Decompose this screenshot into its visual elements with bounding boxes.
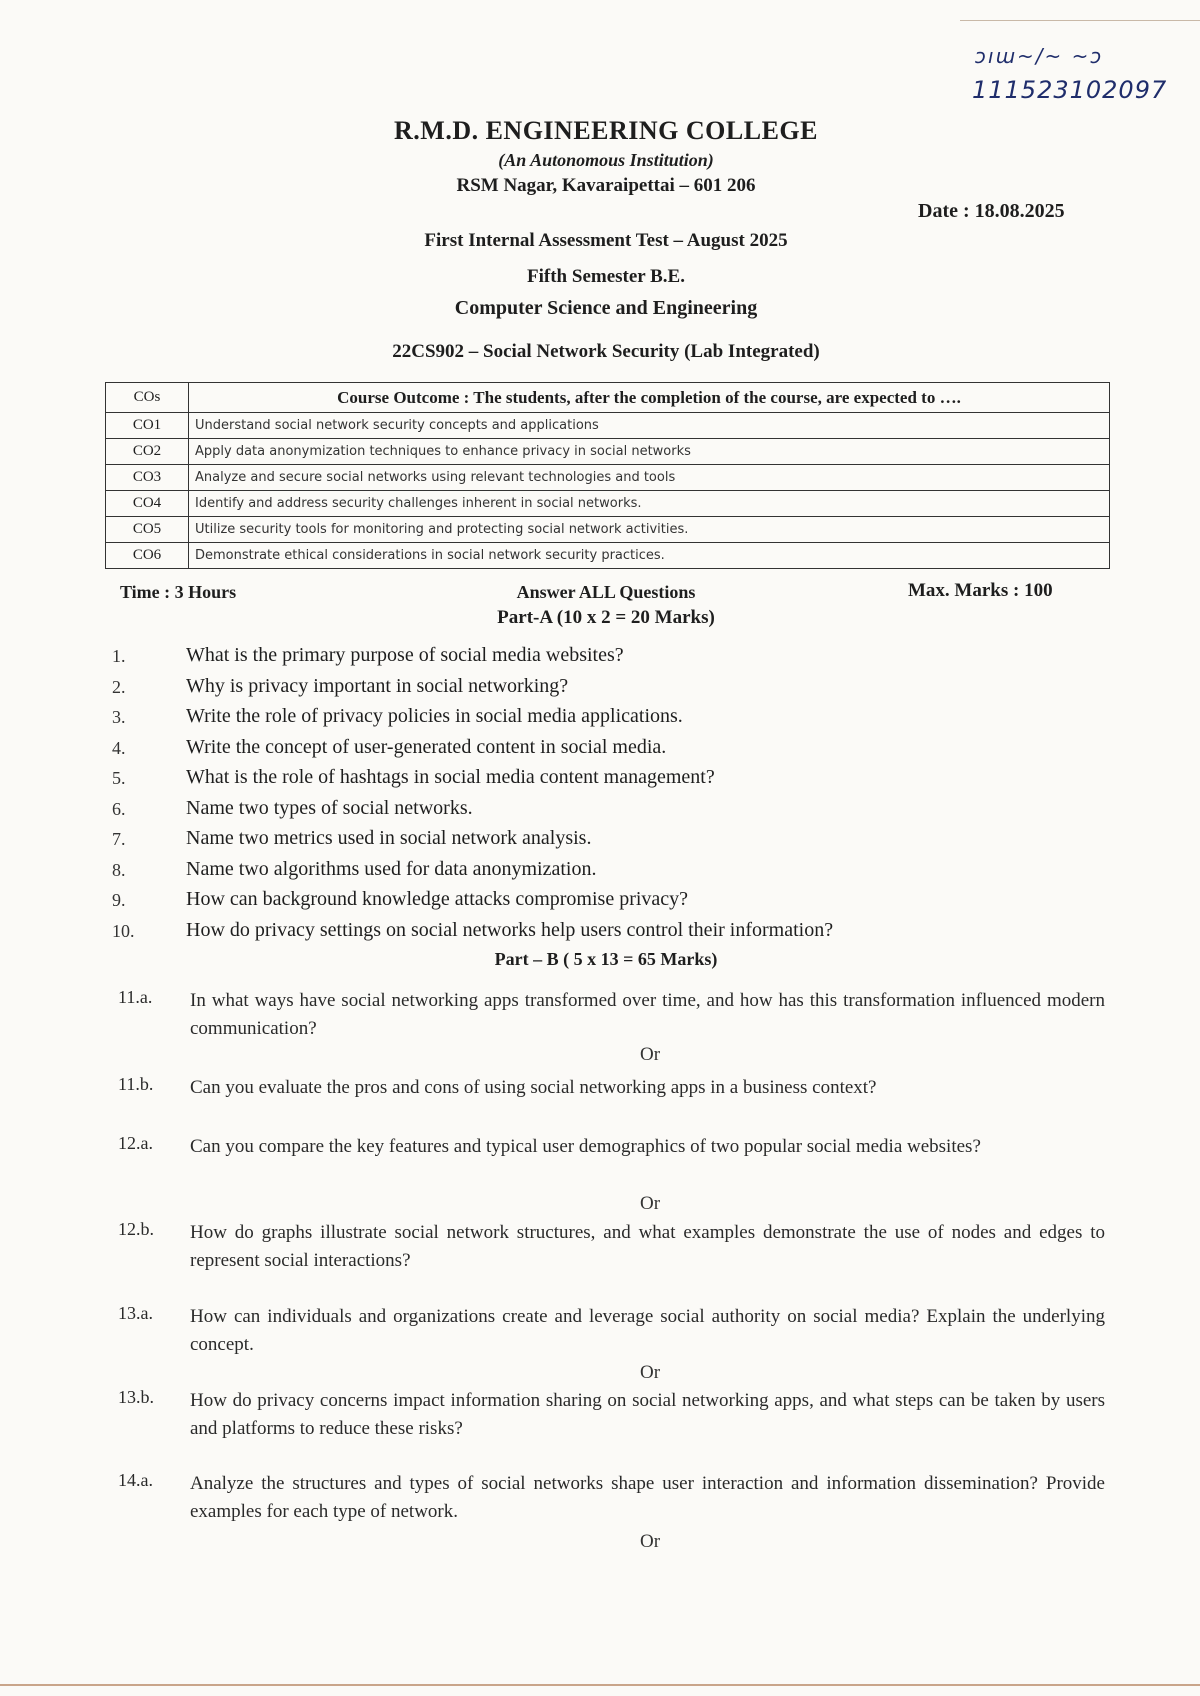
co-desc: Understand social network security concepts and applications — [189, 413, 1110, 439]
co-row — [106, 439, 1110, 465]
college-name: R.M.D. ENGINEERING COLLEGE — [394, 116, 818, 145]
co-code: CO4 — [106, 491, 189, 517]
question-text: Name two types of social networks. — [186, 797, 473, 819]
or-separator: Or — [639, 1362, 661, 1383]
handwritten-register-number: 111523102097 — [972, 76, 1168, 104]
co-row — [106, 465, 1110, 491]
question-text: In what ways have social networking apps transformed over time, and how has this transformation influenced modern communication? — [190, 990, 1105, 1039]
semester: Fifth Semester B.E. — [527, 266, 685, 287]
co-desc: Apply data anonymization techniques to enhance privacy in social networks — [189, 439, 1110, 465]
question-text: What is the primary purpose of social media websites? — [186, 644, 624, 666]
co-desc: Utilize security tools for monitoring and protecting social network activities. — [189, 517, 1110, 543]
or-separator: Or — [639, 1531, 661, 1552]
course-title: 22CS902 – Social Network Security (Lab Integrated) — [392, 341, 820, 362]
question-text: Write the concept of user-generated content in social media. — [186, 736, 667, 758]
co-code: CO6 — [106, 543, 189, 569]
co-table-header — [106, 383, 1110, 413]
co-code: CO3 — [106, 465, 189, 491]
co-desc: Identify and address security challenges inherent in social networks. — [189, 491, 1110, 517]
question-number: 10. — [112, 921, 135, 941]
question-number: 12.b. — [118, 1219, 154, 1239]
co-code: CO5 — [106, 517, 189, 543]
co-header-code: COs — [106, 383, 189, 413]
test-title: First Internal Assessment Test – August 2025 — [424, 230, 788, 251]
scan-edge-bottom — [0, 1684, 1200, 1686]
exam-instruction: Answer ALL Questions — [516, 582, 696, 602]
co-row — [106, 517, 1110, 543]
co-row — [106, 491, 1110, 517]
question-number: 4. — [112, 738, 126, 758]
co-header-desc: Course Outcome : The students, after the completion of the course, are expected to …. — [189, 383, 1110, 413]
handwritten-note: ɔıɯ~/~ ~ɔ — [975, 44, 1104, 68]
department: Computer Science and Engineering — [454, 297, 758, 319]
question-text: What is the role of hashtags in social media content management? — [186, 766, 715, 788]
question-number: 5. — [112, 768, 126, 788]
question-number: 11.a. — [118, 987, 153, 1007]
question-text: Why is privacy important in social networking? — [186, 675, 569, 697]
question-text: How do graphs illustrate social network structures, and what examples demonstrate the use of nodes and edges to represent social interactions? — [190, 1222, 1105, 1271]
question-number: 3. — [112, 707, 126, 727]
question-number: 9. — [112, 890, 126, 910]
co-row — [106, 543, 1110, 569]
exam-duration: Time : 3 Hours — [120, 582, 237, 602]
part-b-heading: Part – B ( 5 x 13 = 65 Marks) — [494, 949, 718, 969]
co-desc: Demonstrate ethical considerations in social network security practices. — [189, 543, 1110, 569]
co-code: CO2 — [106, 439, 189, 465]
part-a-heading: Part-A (10 x 2 = 20 Marks) — [497, 607, 715, 628]
question-number: 6. — [112, 799, 126, 819]
question-text: Can you compare the key features and typical user demographics of two popular social media websites? — [190, 1136, 981, 1157]
question-text: Name two algorithms used for data anonymization. — [186, 858, 597, 880]
co-code: CO1 — [106, 413, 189, 439]
question-text: Can you evaluate the pros and cons of using social networking apps in a business context? — [190, 1077, 877, 1098]
question-number: 8. — [112, 860, 126, 880]
question-number: 2. — [112, 677, 126, 697]
question-text: Analyze the structures and types of social networks shape user interaction and information dissemination? Provide examples for each type of network. — [190, 1473, 1105, 1522]
question-text: Name two metrics used in social network analysis. — [186, 827, 592, 849]
college-address: RSM Nagar, Kavaraipettai – 601 206 — [456, 175, 756, 196]
question-number: 13.a. — [118, 1303, 153, 1323]
question-number: 11.b. — [118, 1074, 154, 1094]
question-number: 7. — [112, 829, 126, 849]
question-number: 12.a. — [118, 1133, 153, 1153]
co-desc: Analyze and secure social networks using relevant technologies and tools — [189, 465, 1110, 491]
scan-edge-top — [960, 20, 1200, 21]
question-text: How do privacy settings on social networks help users control their information? — [186, 919, 834, 941]
question-number: 13.b. — [118, 1387, 154, 1407]
or-separator: Or — [639, 1044, 661, 1065]
question-text: How can background knowledge attacks compromise privacy? — [186, 888, 689, 910]
course-outcome-table — [105, 382, 1110, 569]
institution-type: (An Autonomous Institution) — [498, 150, 714, 170]
question-number: 1. — [112, 646, 126, 666]
max-marks: Max. Marks : 100 — [908, 580, 1053, 601]
question-number: 14.a. — [118, 1470, 153, 1490]
question-text: How can individuals and organizations create and leverage social authority on social media? Explain the underlying concept. — [190, 1306, 1105, 1355]
question-text: How do privacy concerns impact information sharing on social networking apps, and what steps can be taken by users and platforms to reduce these risks? — [190, 1390, 1105, 1439]
co-row — [106, 413, 1110, 439]
or-separator: Or — [639, 1193, 661, 1214]
exam-date: Date : 18.08.2025 — [918, 200, 1065, 222]
question-text: Write the role of privacy policies in social media applications. — [186, 705, 683, 727]
